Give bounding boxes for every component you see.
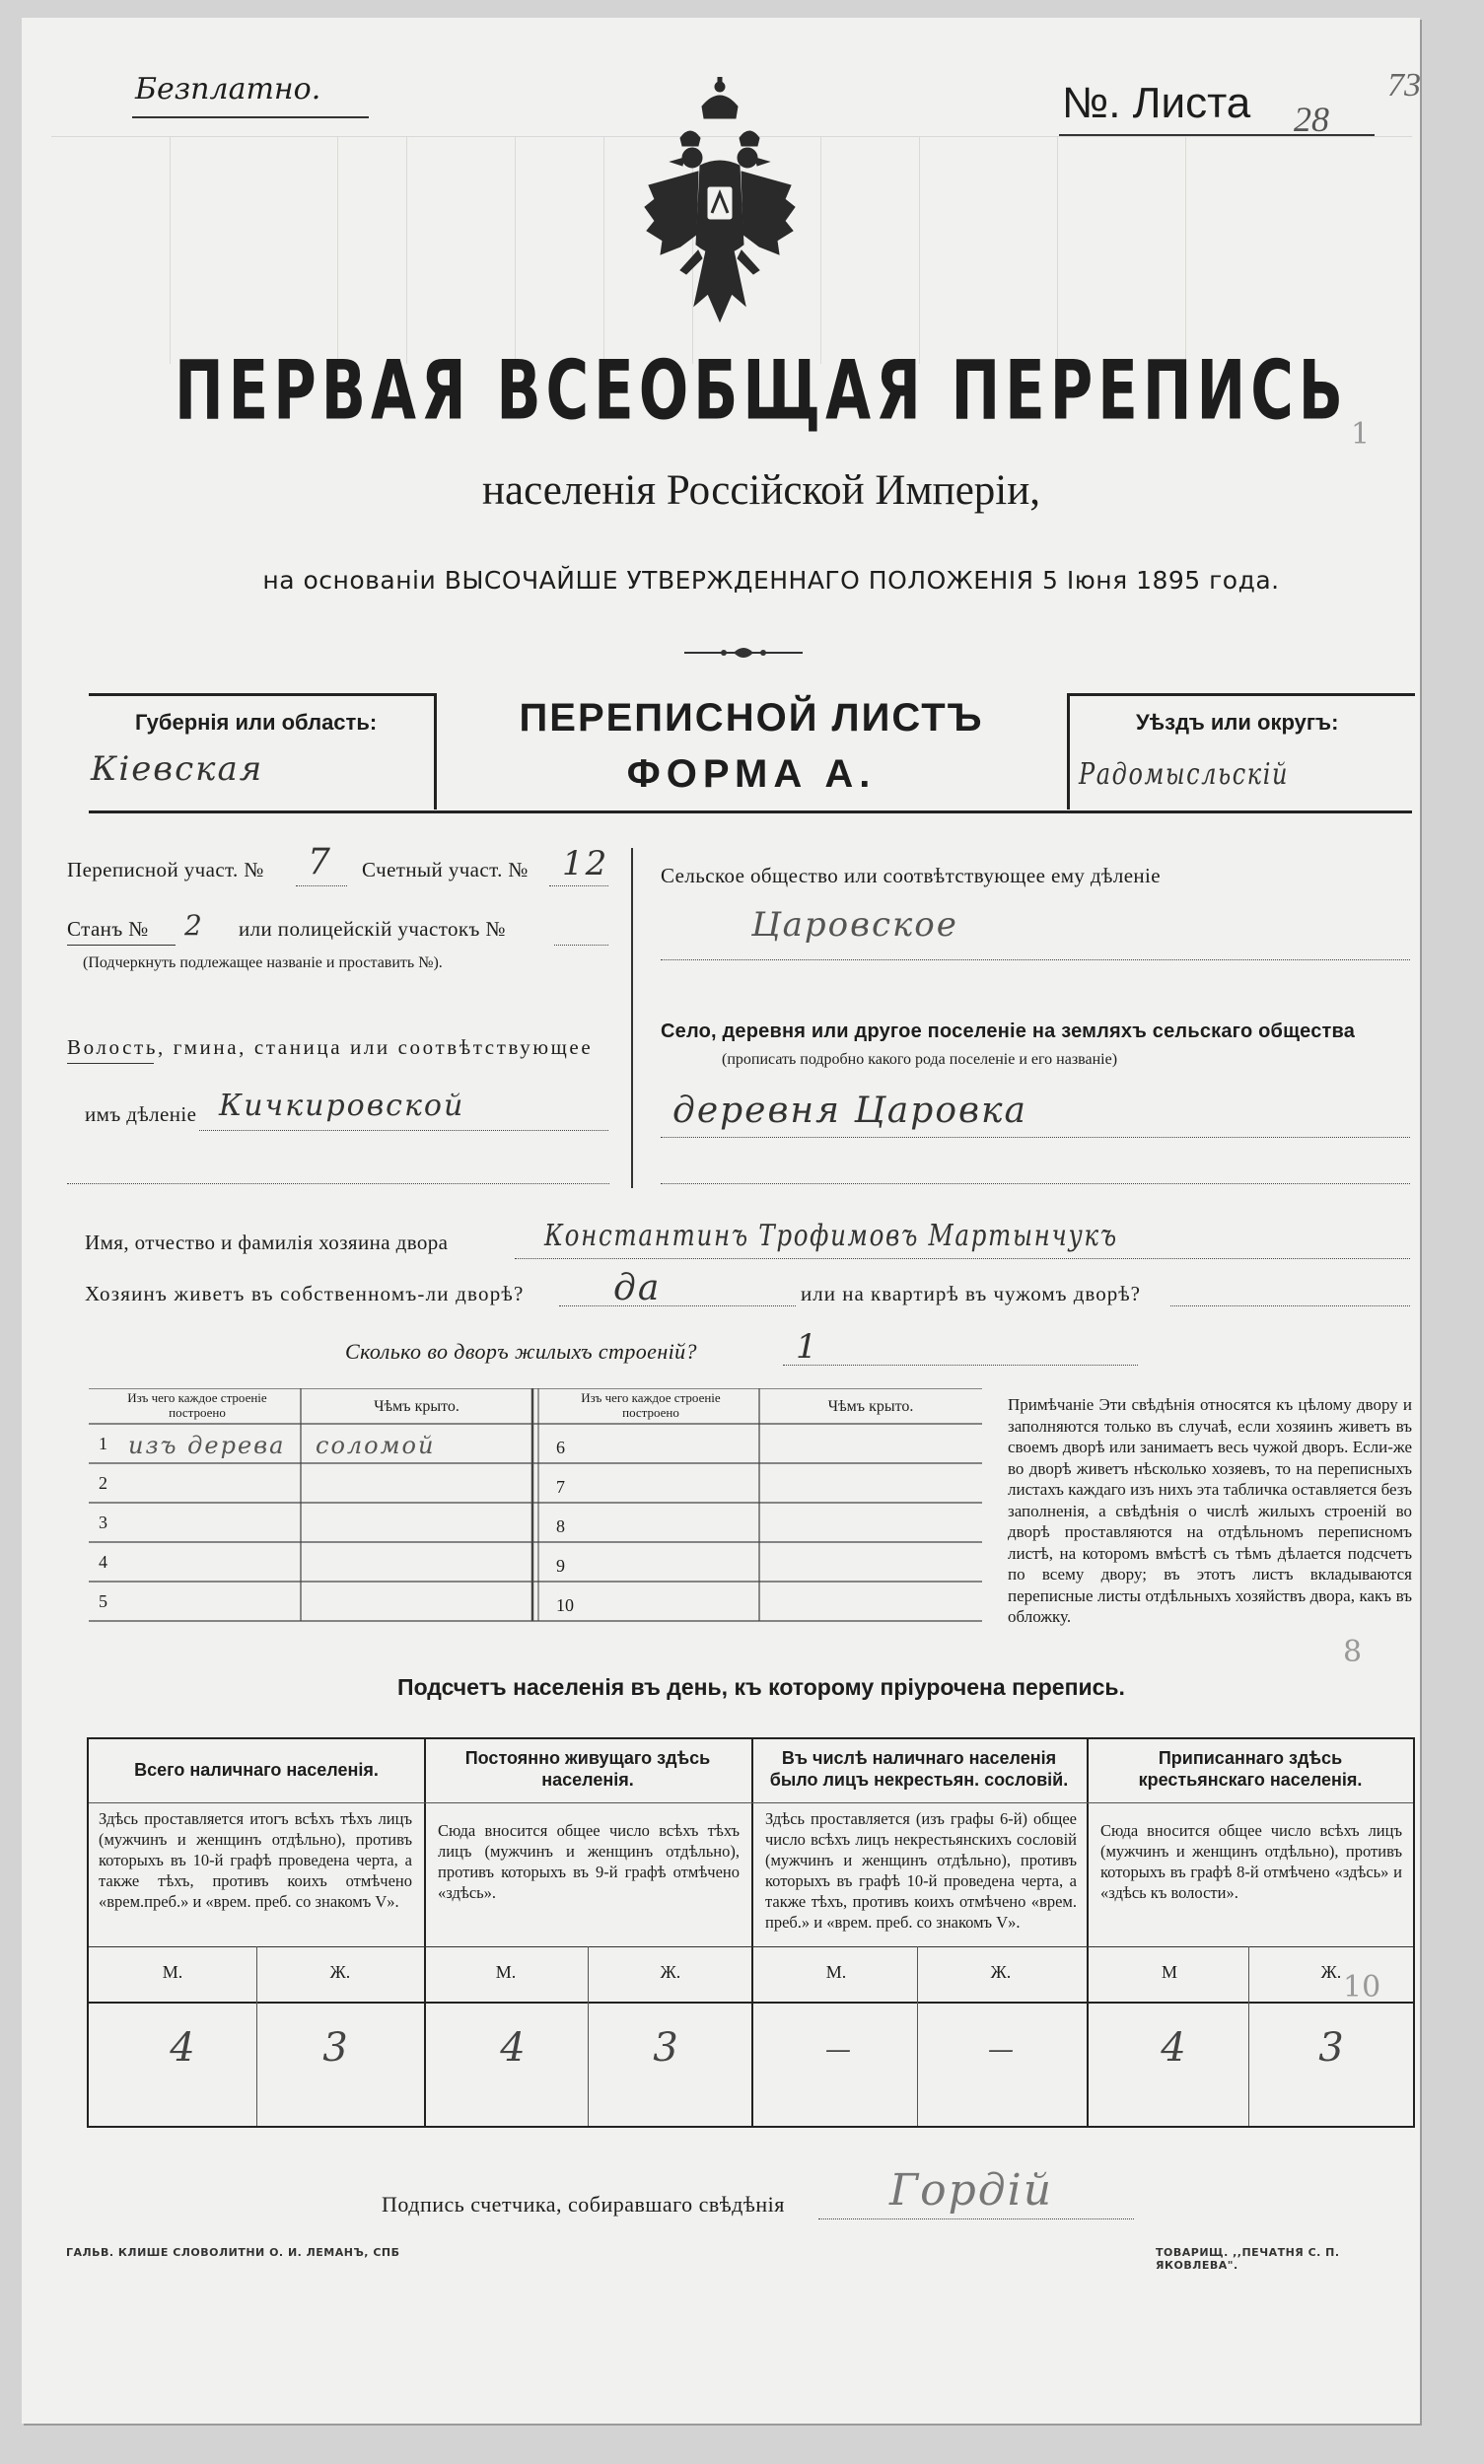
count-desc-permanent: Сюда вносится общее число всѣхъ тѣхъ лицъ (мужчинъ и женщинъ отдѣльно), противъ которыхъ въ 9-й графѣ отмѣчено «здѣсь». [438, 1821, 740, 1902]
count-peasant-male[interactable]: 4 [1161, 2025, 1186, 2071]
form-subtitle: населенія Россійской Имперіи, [482, 467, 1040, 514]
census-area-value[interactable]: 7 [308, 842, 332, 882]
district-label: Уѣздъ или округъ: [1136, 710, 1339, 735]
buildings-line [783, 1365, 1138, 1366]
count-col-divider [751, 1739, 753, 2126]
village-line [661, 1137, 1410, 1138]
count-col-divider [424, 1739, 426, 2126]
count-male-header: М. [162, 1962, 183, 1982]
volost-underline [67, 1063, 154, 1064]
district-value[interactable]: Радомысльскій [1079, 757, 1290, 792]
form-legal-basis: на основаніи ВЫСОЧАЙШЕ УТВЕРЖДЕННАГО ПОЛОЖЕНІЯ 5 Іюня 1895 года. [262, 566, 1280, 595]
count-title: Подсчетъ населенія въ день, къ которому пріурочена перепись. [397, 1674, 1125, 1700]
count-head-peasant: Приписаннаго здѣсь крестьянскаго населенія. [1138, 1748, 1363, 1790]
building-row-number: 8 [556, 1516, 565, 1536]
count-peasant-female[interactable]: 3 [1318, 2025, 1344, 2071]
owner-value[interactable]: Константинъ Трофимовъ Мартынчукъ [544, 1219, 1118, 1253]
buildings-head-roof: Чѣмъ крыто. [374, 1398, 459, 1415]
village-line-2 [661, 1183, 1410, 1184]
building-row-number: 6 [556, 1438, 565, 1457]
census-form-page [22, 18, 1420, 2424]
counting-area-line [549, 885, 608, 886]
building-row-number: 7 [556, 1477, 565, 1497]
volost-line [199, 1130, 608, 1131]
province-value[interactable]: Кіевская [91, 749, 264, 789]
count-desc-non-peasant: Здѣсь проставляется (изъ графы 6-й) общее число всѣхъ лицъ некрестьянскихъ сословій (мужчинъ и женщинъ отдѣльно), противъ которыхъ въ графѣ 10-й проведена черта, а также тѣхъ, противъ коихъ отмѣчено «врем. преб.» и «врем. преб. со знакомъ V». [765, 1809, 1077, 1932]
count-non-peasant-male[interactable]: — [825, 2035, 851, 2065]
form-main-title: ПЕРВАЯ ВСЕОБЩАЯ ПЕРЕПИСЬ [174, 343, 1349, 439]
population-count-table [87, 1737, 1415, 2128]
form-type: ФОРМА А. [626, 752, 877, 796]
count-col-divider [1087, 1739, 1089, 2126]
count-head-permanent: Постоянно живущаго здѣсь населенія. [464, 1748, 711, 1790]
volost-label: Волость, гмина, станица или соотвѣтствующее [67, 1035, 594, 1059]
count-rule [89, 2002, 1413, 2004]
count-non-peasant-female[interactable]: — [988, 2035, 1014, 2065]
stan-underline [67, 945, 176, 946]
volost-value[interactable]: Кичкировской [219, 1089, 465, 1123]
footer-right: ТОВАРИЩ. ,,ПЕЧАТНЯ С. П. ЯКОВЛЕВА". [1156, 2246, 1340, 2272]
volost-line-2 [67, 1183, 609, 1184]
counting-area-label: Счетный участ. № [362, 858, 529, 881]
free-underline [132, 116, 369, 118]
margin-mark: 1 [1351, 417, 1371, 452]
police-note: (Подчеркнуть подлежащее названіе и проставить №). [83, 954, 443, 971]
count-rule [89, 1946, 1413, 1947]
count-rule [89, 1802, 1413, 1803]
community-value[interactable]: Царовское [751, 905, 958, 945]
buildings-label: Сколько во дворъ жилыхъ строеній? [345, 1339, 697, 1364]
count-desc-total: Здѣсь проставляется итогъ всѣхъ тѣхъ лицъ (мужчинъ и женщинъ отдѣльно), противъ которыхъ въ 10-й графѣ проведена черта, а также тѣхъ, противъ коихъ отмѣчено «врем.преб.» и «врем. преб. со знакомъ V». [99, 1809, 412, 1911]
census-area-line [296, 885, 347, 886]
count-mf-divider [256, 1946, 257, 2126]
buildings-head-material-2: Изъ чего каждое строеніе построено [581, 1390, 721, 1420]
buildings-note: Примѣчаніе Эти свѣдѣнія относятся къ цѣлому двору и заполняются только въ случаѣ, если хозяинъ живетъ въ своемъ дворѣ или занимаетъ весь чужой дворъ. Если-же во дворѣ живетъ нѣсколько хозяевъ, то на переписныхъ листахъ каждаго изъ нихъ эта табличка оставляется безъ заполненія, а свѣдѣнія о числѣ жилыхъ строеній во дворѣ проставляются на отдѣльномъ переписномъ листѣ, на которомъ вмѣстѣ съ тѣмъ дѣлается подсчетъ по всему двору; въ этотъ листъ вкладываются переписные листы отдѣльныхъ хозяйствъ двора, какъ въ обложку. [1008, 1395, 1412, 1626]
margin-mark: 8 [1343, 1635, 1363, 1669]
village-label: Село, деревня или другое поселеніе на земляхъ сельскаго общества [661, 1021, 1356, 1042]
count-permanent-male[interactable]: 4 [500, 2025, 526, 2071]
buildings-value[interactable]: 1 [796, 1327, 819, 1367]
building-material-value[interactable]: изъ дерева [128, 1432, 286, 1459]
building-roof-value[interactable]: соломой [316, 1432, 436, 1459]
count-female-header: Ж. [329, 1962, 351, 1982]
village-value[interactable]: деревня Царовка [672, 1091, 1027, 1131]
own-yard-label: Хозяинъ живетъ въ собственномъ-ли дворѣ? [85, 1282, 525, 1305]
volost-label-2: имъ дѣленіе [85, 1102, 197, 1126]
count-mf-divider [588, 1946, 589, 2126]
sheet-number-value: 28 [1294, 100, 1329, 139]
building-row-number: 1 [99, 1434, 107, 1453]
building-row-number: 9 [556, 1556, 565, 1576]
signature-label: Подпись счетчика, собиравшаго свѣдѣнія [382, 2192, 785, 2217]
form-name: ПЕРЕПИСНОЙ ЛИСТЪ [519, 696, 984, 739]
count-male-header: М [1161, 1962, 1177, 1982]
stan-label: Станъ № [67, 917, 149, 941]
counting-area-value[interactable]: 12 [562, 844, 609, 883]
free-label: Безплатно. [135, 72, 321, 106]
ornament-divider-icon [684, 643, 803, 663]
building-row-number: 10 [556, 1595, 574, 1615]
own-yard-value[interactable]: да [613, 1268, 662, 1308]
census-area-label: Переписной участ. № [67, 858, 264, 881]
header-rule [89, 810, 1412, 813]
double-headed-eagle-emblem-icon [641, 77, 799, 333]
buildings-table-grid [89, 1388, 982, 1625]
police-line [554, 945, 608, 946]
province-label: Губернія или область: [135, 710, 378, 735]
village-note: (прописать подробно какого рода поселеніе и его названіе) [722, 1051, 1118, 1068]
count-mf-divider [1248, 1946, 1249, 2126]
margin-mark: 10 [1343, 1970, 1381, 2005]
building-row-number: 3 [99, 1513, 107, 1532]
corner-archive-number: 73 [1387, 67, 1421, 104]
buildings-head-material: Изъ чего каждое строеніе построено [127, 1390, 267, 1420]
count-head-non-peasant: Въ числѣ наличнаго населенія было лицъ некрестьян. сословій. [769, 1748, 1069, 1790]
count-mf-divider [917, 1946, 918, 2126]
fields-divider [631, 848, 633, 1188]
count-male-header: М. [825, 1962, 847, 1982]
community-label: Сельское общество или соотвѣтствующее ему дѣленіе [661, 864, 1162, 887]
sheet-number-label: №. Листа [1062, 79, 1251, 127]
count-permanent-female[interactable]: 3 [653, 2025, 678, 2071]
building-row-number: 2 [99, 1473, 107, 1493]
count-male-header: М. [495, 1962, 517, 1982]
community-line [661, 959, 1410, 960]
buildings-head-roof-2: Чѣмъ крыто. [827, 1398, 914, 1415]
owner-label: Имя, отчество и фамилія хозяина двора [85, 1231, 449, 1254]
count-desc-peasant: Сюда вносится общее число всѣхъ лицъ (мужчинъ и женщинъ отдѣльно), противъ которыхъ въ графѣ 8-й отмѣчено «здѣсь» и «здѣсь къ волости». [1100, 1821, 1402, 1902]
stan-value[interactable]: 2 [184, 909, 204, 942]
rented-line [1170, 1305, 1410, 1306]
owner-line [515, 1258, 1410, 1259]
count-female-header: Ж. [1320, 1962, 1342, 1982]
count-total-female[interactable]: 3 [322, 2025, 348, 2071]
count-head-total: Всего наличнаго населенія. [134, 1760, 379, 1780]
own-yard-line [559, 1305, 796, 1306]
signature-line [818, 2218, 1134, 2219]
sheet-number-underline [1059, 134, 1375, 136]
rented-label: или на квартирѣ въ чужомъ дворѣ? [801, 1282, 1141, 1305]
police-label: или полицейскій участокъ № [239, 917, 506, 941]
count-female-header: Ж. [990, 1962, 1012, 1982]
building-row-number: 4 [99, 1552, 107, 1572]
count-female-header: Ж. [660, 1962, 681, 1982]
footer-left: ГАЛЬВ. КЛИШЕ СЛОВОЛИТНИ О. И. ЛЕМАНЪ, СПБ [66, 2246, 400, 2259]
count-total-male[interactable]: 4 [170, 2025, 195, 2071]
building-row-number: 5 [99, 1591, 107, 1611]
signature-value[interactable]: Гордій [889, 2165, 1054, 2216]
